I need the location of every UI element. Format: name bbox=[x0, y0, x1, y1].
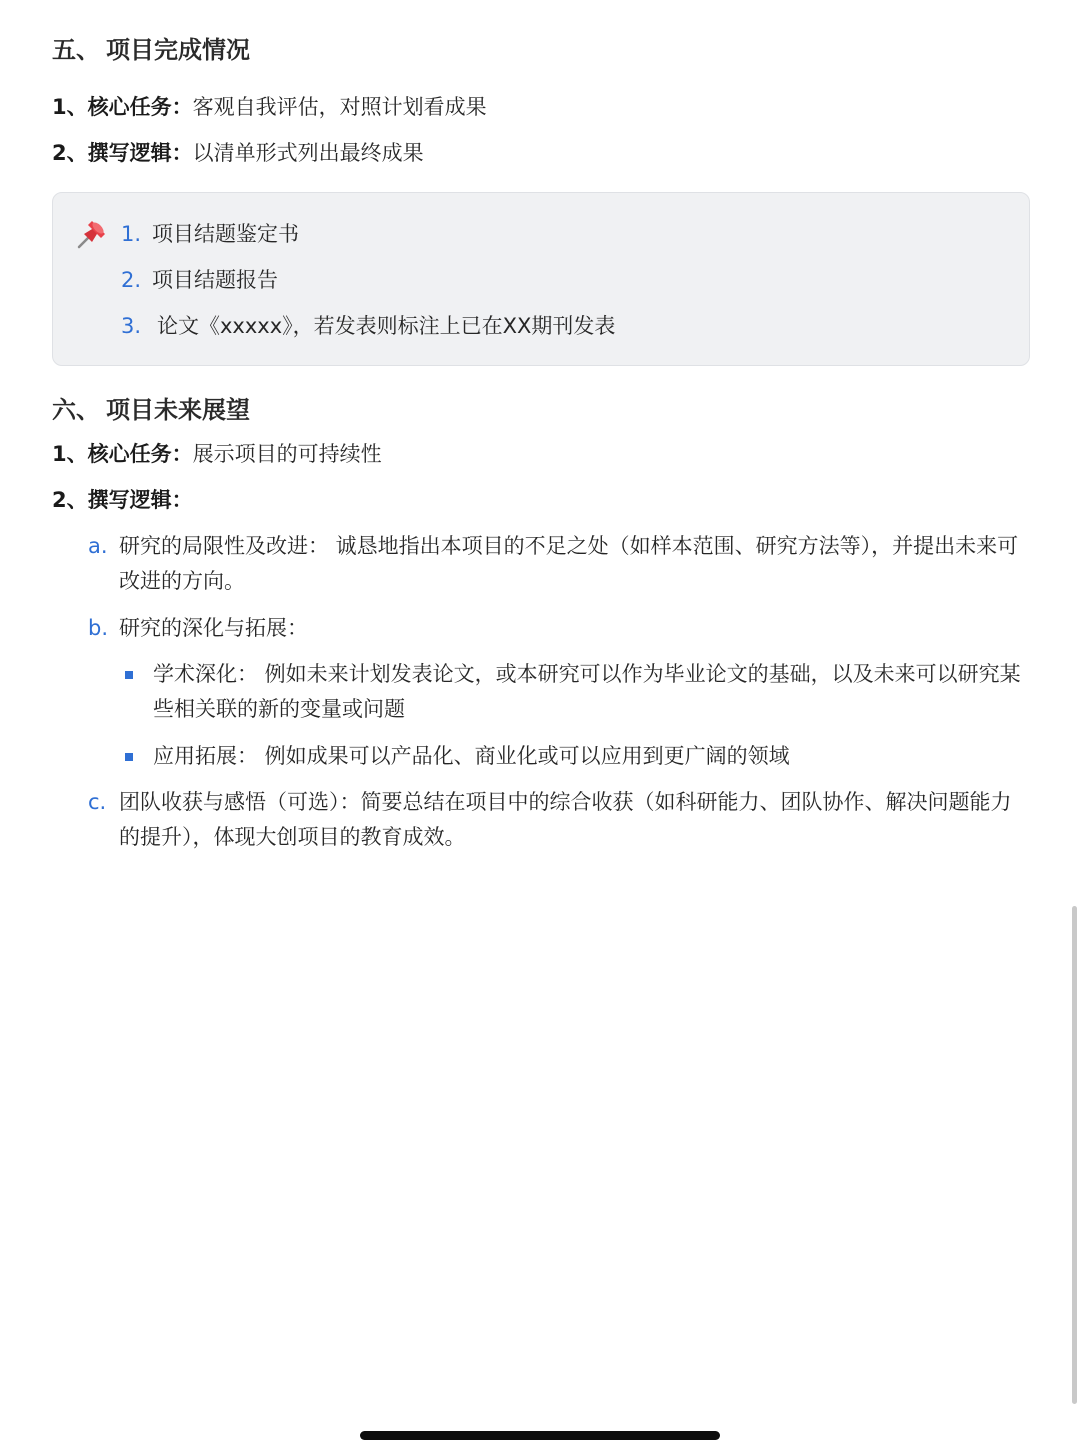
section-number: 六、 bbox=[52, 396, 100, 424]
item-number: 3. bbox=[121, 314, 142, 338]
deliverable-item bbox=[121, 265, 278, 295]
bullet-text: 学术深化： 例如未来计划发表论文，或本研究可以作为毕业论文的基础，以及未来可以研究某些相关联的新的变量或问题 bbox=[153, 662, 1021, 721]
sub-item-text: 团队收获与感悟（可选）：简要总结在项目中的综合收获（如科研能力、团队协作、解决问题能力的提升），体现大创项目的教育成效。 bbox=[119, 790, 1012, 849]
point-label: 2、撰写逻辑： bbox=[52, 141, 193, 165]
bullet-item bbox=[124, 657, 1036, 727]
sub-item-text: 研究的深化与拓展： bbox=[119, 616, 308, 640]
sub-item-c bbox=[88, 785, 1020, 855]
point-text: 客观自我评估，对照计划看成果 bbox=[192, 95, 487, 119]
sub-item-marker: b. bbox=[88, 616, 109, 640]
core-task-point bbox=[52, 92, 487, 122]
home-indicator[interactable] bbox=[360, 1431, 720, 1440]
bullet-item bbox=[124, 739, 1036, 774]
writing-logic-point bbox=[52, 138, 424, 168]
item-number: 1. bbox=[121, 222, 142, 246]
section-heading-5 bbox=[52, 34, 250, 66]
deliverable-item bbox=[121, 311, 615, 341]
sub-item-b bbox=[88, 611, 1028, 646]
point-label: 1、核心任务： bbox=[52, 95, 193, 119]
section-title: 项目未来展望 bbox=[106, 396, 250, 424]
square-bullet-icon bbox=[125, 671, 133, 679]
writing-logic-point bbox=[52, 485, 193, 515]
point-label: 2、撰写逻辑： bbox=[52, 488, 193, 512]
item-text: 论文《xxxxx》，若发表则标注上已在XX期刊发表 bbox=[157, 314, 616, 338]
point-label: 1、核心任务： bbox=[52, 442, 193, 466]
item-text: 项目结题报告 bbox=[152, 268, 278, 292]
bullet-text: 应用拓展： 例如成果可以产品化、商业化或可以应用到更广阔的领域 bbox=[153, 744, 790, 768]
sub-item-a bbox=[88, 529, 1028, 599]
item-number: 2. bbox=[121, 268, 142, 292]
sub-item-marker: a. bbox=[88, 534, 108, 558]
section-heading-6 bbox=[52, 394, 250, 426]
deliverable-item bbox=[121, 219, 299, 249]
sub-item-marker: c. bbox=[88, 790, 107, 814]
point-text: 展示项目的可持续性 bbox=[192, 442, 382, 466]
pushpin-icon bbox=[75, 217, 109, 251]
square-bullet-icon bbox=[125, 753, 133, 761]
sub-item-text: 研究的局限性及改进： 诚恳地指出本项目的不足之处（如样本范围、研究方法等），并提出未来可改进的方向。 bbox=[119, 534, 1019, 593]
deliverables-callout bbox=[52, 192, 1030, 366]
section-title: 项目完成情况 bbox=[106, 36, 250, 64]
section-number: 五、 bbox=[52, 36, 100, 64]
item-text: 项目结题鉴定书 bbox=[152, 222, 299, 246]
vertical-scrollbar[interactable] bbox=[1072, 906, 1077, 1404]
core-task-point bbox=[52, 439, 382, 469]
point-text: 以清单形式列出最终成果 bbox=[192, 141, 424, 165]
